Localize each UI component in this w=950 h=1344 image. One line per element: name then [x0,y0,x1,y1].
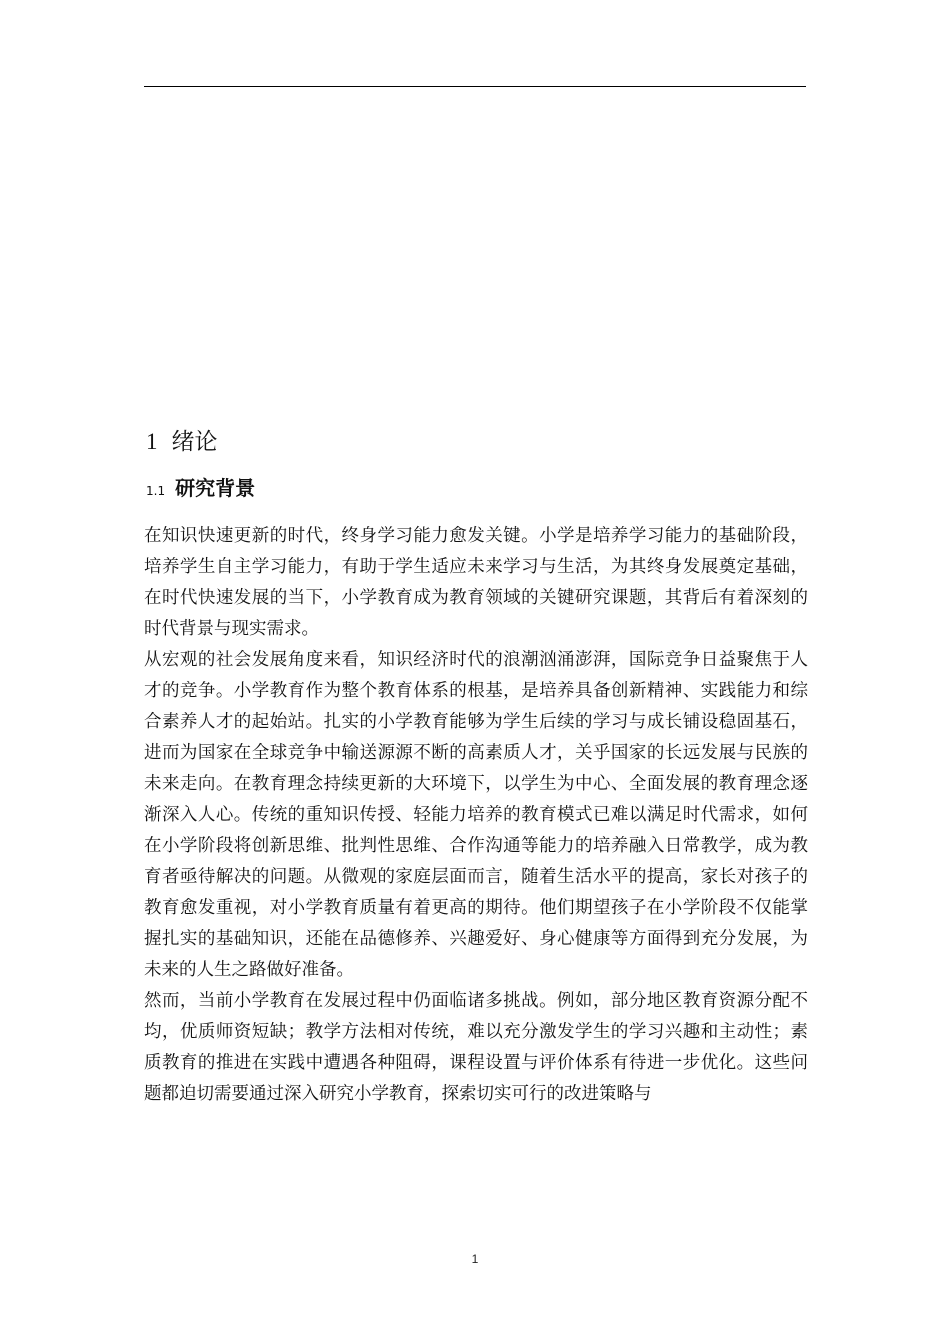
section-number: 1.1 [146,484,166,498]
chapter-number: 1 [146,429,158,454]
section-heading [146,470,808,509]
page-number: 1 [471,1252,479,1266]
chapter-title: 绪论 [171,429,218,455]
chapter-heading [146,424,808,460]
body-paragraph-3: 然而，当前小学教育在发展过程中仍面临诸多挑战。例如，部分地区教育资源分配不均，优质师资短缺；教学方法相对传统，难以充分激发学生的学习兴趣和主动性；素质教育的推进在实践中遭遇各种阻碍，课程设置与评价体系有待进一步优化。这些问题都迫切需要通过深入研究小学教育，探索切实可行的改进策略与 [144,991,808,1104]
body-paragraph-1: 在知识快速更新的时代，终身学习能力愈发关键。小学是培养学习能力的基础阶段，培养学生自主学习能力，有助于学生适应未来学习与生活，为其终身发展奠定基础，在时代快速发展的当下，小学教育成为教育领域的关键研究课题，其背后有着深刻的时代背景与现实需求。 [144,526,808,639]
section-title: 研究背景 [175,476,256,500]
header-rule [144,86,806,87]
page-body [144,424,808,1110]
body-paragraph-2: 从宏观的社会发展角度来看，知识经济时代的浪潮汹涌澎湃，国际竞争日益聚焦于人才的竞争。小学教育作为整个教育体系的根基，是培养具备创新精神、实践能力和综合素养人才的起始站。扎实的小学教育能够为学生后续的学习与成长铺设稳固基石，进而为国家在全球竞争中输送源源不断的高素质人才，关乎国家的长远发展与民族的未来走向。在教育理念持续更新的大环境下，以学生为中心、全面发展的教育理念逐渐深入人心。传统的重知识传授、轻能力培养的教育模式已难以满足时代需求，如何在小学阶段将创新思维、批判性思维、合作沟通等能力的培养融入日常教学，成为教育者亟待解决的问题。从微观的家庭层面而言，随着生活水平的提高，家长对孩子的教育愈发重视，对小学教育质量有着更高的期待。他们期望孩子在小学阶段不仅能掌握扎实的基础知识，还能在品德修养、兴趣爱好、身心健康等方面得到充分发展，为未来的人生之路做好准备。 [144,650,808,980]
